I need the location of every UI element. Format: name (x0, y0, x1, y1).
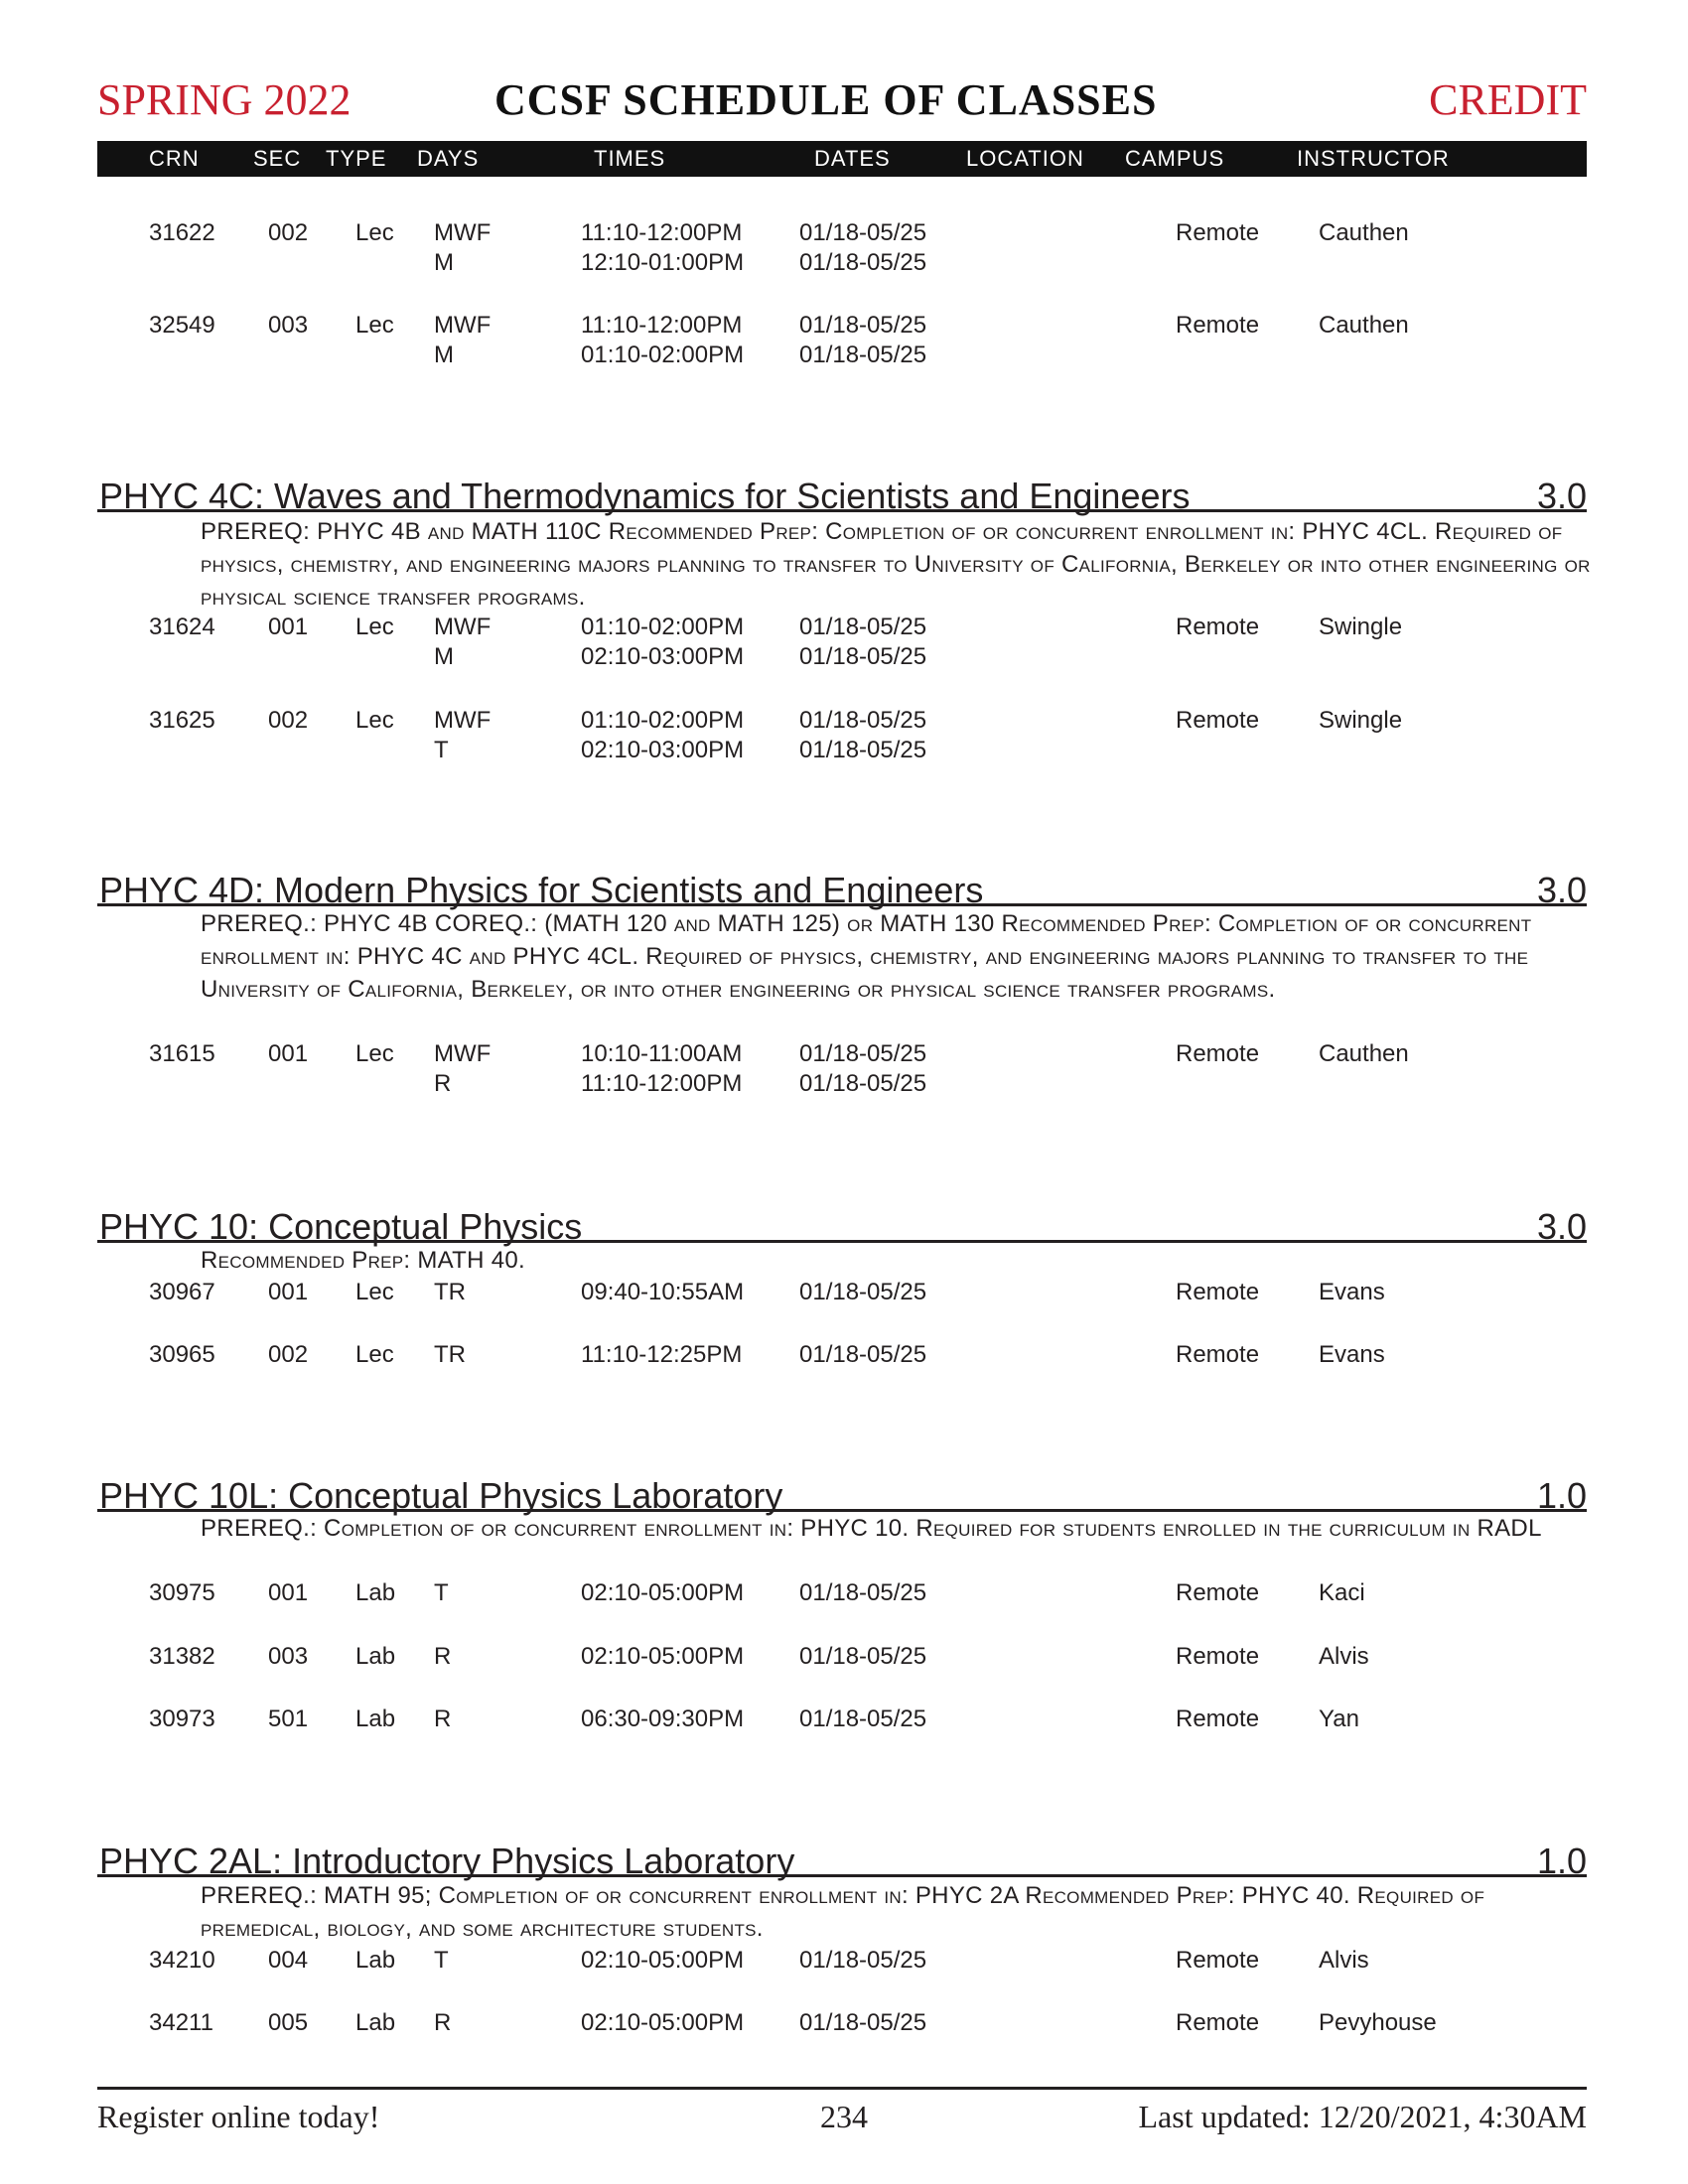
section: 501 (268, 1706, 309, 1732)
page-number: 234 (820, 2099, 868, 2134)
dates: 01/18-05/25 (799, 1706, 927, 1732)
col-location: LOCATION (966, 146, 1084, 171)
course-title (97, 1835, 1587, 1881)
dates: 01/18-05/25 (799, 1070, 927, 1097)
course-units: 1.0 (1536, 1841, 1587, 1881)
days: M (434, 643, 454, 670)
instructor: Pevyhouse (1319, 2009, 1437, 2036)
col-campus: CAMPUS (1125, 146, 1225, 171)
times: 11:10-12:00PM (581, 312, 743, 339)
times: 02:10-03:00PM (581, 737, 745, 763)
dates: 01/18-05/25 (799, 312, 927, 339)
section: 002 (268, 707, 309, 734)
course-name: PHYC 4C: Waves and Thermodynamics for Scientists and Engineers (99, 476, 1191, 516)
dates: 01/18-05/25 (799, 219, 927, 246)
campus: Remote (1176, 2009, 1260, 2036)
col-dates: DATES (814, 146, 891, 171)
course-name: PHYC 2AL: Introductory Physics Laboratory (99, 1841, 795, 1881)
col-crn: CRN (149, 146, 200, 171)
table-row (0, 1340, 1688, 1370)
campus: Remote (1176, 614, 1260, 640)
campus: Remote (1176, 1643, 1260, 1670)
course-title (97, 1200, 1587, 1247)
instructor: Cauthen (1319, 219, 1409, 246)
category-label: CREDIT (1429, 75, 1587, 124)
term-label: SPRING 2022 (97, 75, 352, 124)
page-title: CCSF SCHEDULE OF CLASSES (494, 75, 1158, 124)
section: 003 (268, 1643, 309, 1670)
times: 11:10-12:00PM (581, 1070, 743, 1097)
dates: 01/18-05/25 (799, 1643, 927, 1670)
table-row (0, 736, 1688, 765)
crn: 30967 (149, 1279, 215, 1305)
days: R (434, 1706, 452, 1732)
crn: 31615 (149, 1040, 215, 1067)
dates: 01/18-05/25 (799, 2009, 927, 2036)
crn: 30973 (149, 1706, 215, 1732)
dates: 01/18-05/25 (799, 1947, 927, 1974)
times: 02:10-05:00PM (581, 1643, 745, 1670)
course-units: 1.0 (1536, 1475, 1587, 1516)
days: T (434, 1579, 449, 1606)
dates: 01/18-05/25 (799, 341, 927, 368)
times: 06:30-09:30PM (581, 1706, 745, 1732)
days: M (434, 249, 454, 276)
campus: Remote (1176, 219, 1260, 246)
crn: 34210 (149, 1947, 215, 1974)
type: Lab (355, 2009, 396, 2036)
dates: 01/18-05/25 (799, 737, 927, 763)
instructor: Alvis (1319, 1643, 1369, 1670)
instructor: Evans (1319, 1341, 1385, 1368)
campus: Remote (1176, 1706, 1260, 1732)
times: 02:10-05:00PM (581, 1947, 745, 1974)
dates: 01/18-05/25 (799, 1040, 927, 1067)
days: TR (434, 1279, 466, 1305)
campus: Remote (1176, 1040, 1260, 1067)
table-row (0, 1642, 1688, 1672)
days: R (434, 1643, 452, 1670)
section: 002 (268, 219, 309, 246)
type: Lec (355, 614, 394, 640)
course-prereq: PREREQ.: Completion of or concurrent enrollment in: PHYC 10. Required for students enrolled in the curriculum in RADL (201, 1515, 1542, 1542)
course-units: 3.0 (1536, 476, 1587, 516)
table-row (0, 248, 1688, 278)
type: Lec (355, 219, 394, 246)
footer-divider (97, 2087, 1587, 2090)
column-header-bar (97, 141, 1587, 177)
table-row (0, 2008, 1688, 2038)
instructor: Kaci (1319, 1579, 1365, 1606)
table-row (0, 341, 1688, 370)
times: 01:10-02:00PM (581, 707, 745, 734)
days: TR (434, 1341, 466, 1368)
dates: 01/18-05/25 (799, 614, 927, 640)
crn: 31622 (149, 219, 215, 246)
table-row (0, 642, 1688, 672)
table-row (0, 218, 1688, 248)
course-title (97, 470, 1587, 516)
type: Lab (355, 1579, 396, 1606)
instructor: Evans (1319, 1279, 1385, 1305)
course-prereq: PREREQ.: MATH 95; Completion of or concurrent enrollment in: PHYC 2A Recommended Prep: PHYC 40. Required of premedical, biology, and some architecture students. (201, 1882, 1485, 1942)
times: 11:10-12:00PM (581, 219, 743, 246)
dates: 01/18-05/25 (799, 643, 927, 670)
crn: 30965 (149, 1341, 215, 1368)
instructor: Alvis (1319, 1947, 1369, 1974)
type: Lab (355, 1643, 396, 1670)
table-row (0, 311, 1688, 341)
last-updated: Last updated: 12/20/2021, 4:30AM (1138, 2099, 1587, 2134)
dates: 01/18-05/25 (799, 707, 927, 734)
crn: 31625 (149, 707, 215, 734)
table-row (0, 1069, 1688, 1099)
type: Lab (355, 1947, 396, 1974)
course-prereq: PREREQ: PHYC 4B and MATH 110C Recommended Prep: Completion of or concurrent enrollment in: PHYC 4CL. Required of physics, chemistry, and engineering majors planning to transfer to University of California, Berkeley or into other engineering or physical science transfer programs. (201, 518, 1591, 611)
course-units: 3.0 (1536, 1206, 1587, 1247)
type: Lec (355, 312, 394, 339)
section: 002 (268, 1341, 309, 1368)
section: 005 (268, 2009, 309, 2036)
crn: 31382 (149, 1643, 215, 1670)
course-prereq: PREREQ.: PHYC 4B COREQ.: (MATH 120 and MATH 125) or MATH 130 Recommended Prep: Completion of or concurrent enrollment in: PHYC 4C and PHYC 4CL. Required of physics, chemistry, and engineering majors planning to transfer to the University of California, Berkeley, or into other engineering or physical science transfer programs. (201, 910, 1532, 1003)
type: Lec (355, 1040, 394, 1067)
section: 004 (268, 1947, 309, 1974)
course-name: PHYC 4D: Modern Physics for Scientists and Engineers (99, 870, 984, 910)
table-row (0, 706, 1688, 736)
crn: 30975 (149, 1579, 215, 1606)
course-units: 3.0 (1536, 870, 1587, 910)
days: MWF (434, 1040, 492, 1067)
course-name: PHYC 10: Conceptual Physics (99, 1206, 583, 1247)
table-row (0, 1705, 1688, 1734)
dates: 01/18-05/25 (799, 249, 927, 276)
times: 02:10-05:00PM (581, 2009, 745, 2036)
table-row (0, 1578, 1688, 1608)
col-days: DAYS (417, 146, 480, 171)
instructor: Cauthen (1319, 312, 1409, 339)
campus: Remote (1176, 707, 1260, 734)
campus: Remote (1176, 1279, 1260, 1305)
section: 001 (268, 1040, 309, 1067)
dates: 01/18-05/25 (799, 1341, 927, 1368)
instructor: Yan (1319, 1706, 1359, 1732)
section: 001 (268, 1579, 309, 1606)
col-type: TYPE (326, 146, 387, 171)
times: 09:40-10:55AM (581, 1279, 745, 1305)
dates: 01/18-05/25 (799, 1579, 927, 1606)
table-row (0, 1039, 1688, 1069)
days: R (434, 2009, 452, 2036)
type: Lec (355, 1279, 394, 1305)
campus: Remote (1176, 1579, 1260, 1606)
crn: 34211 (149, 2009, 213, 2036)
instructor: Cauthen (1319, 1040, 1409, 1067)
instructor: Swingle (1319, 707, 1403, 734)
course-title (97, 1469, 1587, 1516)
type: Lec (355, 1341, 394, 1368)
days: M (434, 341, 454, 368)
type: Lec (355, 707, 394, 734)
campus: Remote (1176, 1341, 1260, 1368)
section: 003 (268, 312, 309, 339)
col-times: TIMES (594, 146, 666, 171)
section: 001 (268, 614, 309, 640)
campus: Remote (1176, 312, 1260, 339)
table-row (0, 613, 1688, 642)
crn: 32549 (149, 312, 215, 339)
instructor: Swingle (1319, 614, 1403, 640)
times: 11:10-12:25PM (581, 1341, 743, 1368)
type: Lab (355, 1706, 396, 1732)
course-prereq: Recommended Prep: MATH 40. (201, 1247, 526, 1274)
times: 02:10-03:00PM (581, 643, 745, 670)
days: MWF (434, 219, 492, 246)
days: MWF (434, 614, 492, 640)
days: MWF (434, 707, 492, 734)
days: R (434, 1070, 452, 1097)
dates: 01/18-05/25 (799, 1279, 927, 1305)
section: 001 (268, 1279, 309, 1305)
page-header (97, 71, 1587, 129)
days: T (434, 1947, 449, 1974)
table-row (0, 1278, 1688, 1307)
times: 12:10-01:00PM (581, 249, 745, 276)
days: T (434, 737, 449, 763)
times: 02:10-05:00PM (581, 1579, 745, 1606)
course-name: PHYC 10L: Conceptual Physics Laboratory (99, 1475, 783, 1516)
crn: 31624 (149, 614, 215, 640)
col-instructor: INSTRUCTOR (1297, 146, 1450, 171)
campus: Remote (1176, 1947, 1260, 1974)
register-link[interactable]: Register online today! (97, 2099, 380, 2134)
course-title (97, 864, 1587, 910)
days: MWF (434, 312, 492, 339)
times: 01:10-02:00PM (581, 614, 745, 640)
col-sec: SEC (253, 146, 302, 171)
times: 10:10-11:00AM (581, 1040, 743, 1067)
table-row (0, 1946, 1688, 1976)
times: 01:10-02:00PM (581, 341, 745, 368)
